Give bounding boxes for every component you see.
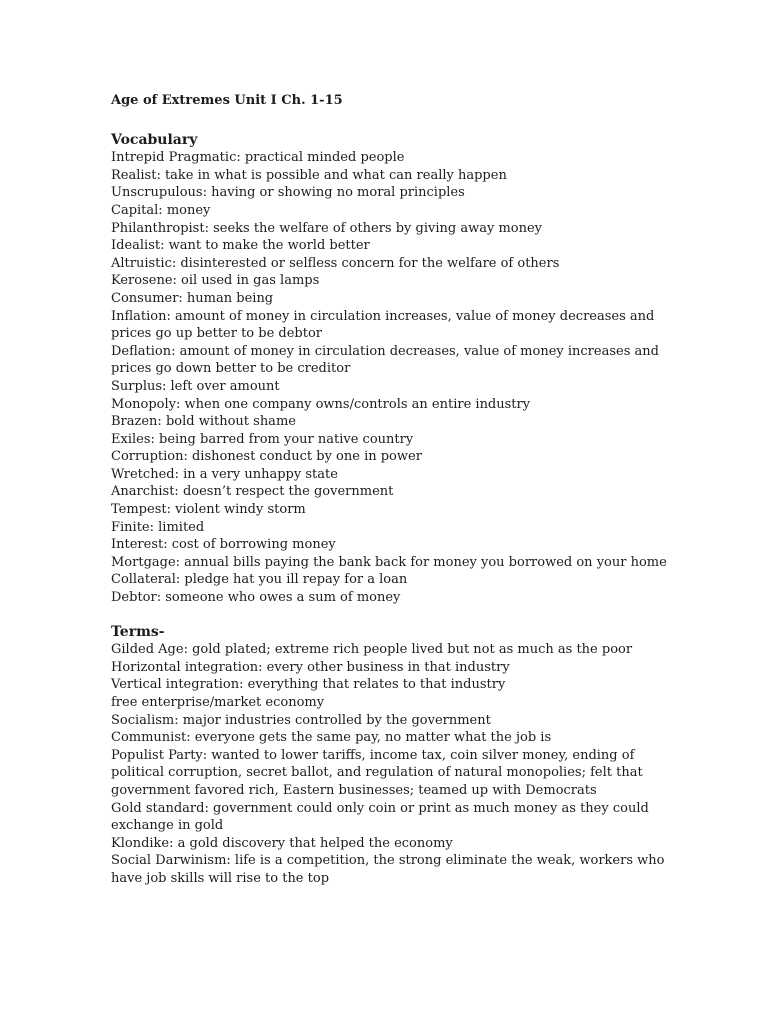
vocabulary-entry-line: Debtor: someone who owes a sum of money [111, 590, 401, 606]
vocabulary-entry-line: Kerosene: oil used in gas lamps [111, 273, 320, 289]
vocabulary-entry-line: Surplus: left over amount [111, 378, 280, 394]
terms-entry-line: Gold standard: government could only coin or print as much money as they could [111, 800, 649, 816]
vocabulary-list [111, 149, 751, 606]
terms-entry-line: Vertical integration: everything that relates to that industry [111, 677, 506, 693]
terms-entry-line: government favored rich, Eastern businesses; teamed up with Democrats [111, 782, 597, 798]
vocabulary-entry-line: Idealist: want to make the world better [111, 238, 370, 254]
terms-entry-line: have job skills will rise to the top [111, 870, 330, 886]
vocabulary-entry-line: Unscrupulous: having or showing no moral principles [111, 185, 465, 201]
terms-entry-line: Socialism: major industries controlled by the government [111, 712, 491, 728]
terms-list [111, 641, 751, 887]
vocabulary-entry-line: Deflation: amount of money in circulation decreases, value of money increases and [111, 343, 659, 359]
vocabulary-entry-line: Brazen: bold without shame [111, 414, 296, 430]
terms-entry-line: political corruption, secret ballot, and regulation of natural monopolies; felt that [111, 765, 643, 781]
vocabulary-entry-line: Monopoly: when one company owns/controls an entire industry [111, 396, 531, 412]
vocabulary-entry-line: Tempest: violent windy storm [111, 502, 306, 518]
vocabulary-entry-line: Realist: take in what is possible and what can really happen [111, 167, 507, 183]
terms-entry-line: Communist: everyone gets the same pay, no matter what the job is [111, 730, 552, 746]
document-title: Age of Extremes Unit I Ch. 1-15 [111, 93, 343, 108]
terms-entry-line: Horizontal integration: every other business in that industry [111, 659, 510, 675]
vocabulary-entry-line: Exiles: being barred from your native country [111, 431, 414, 447]
vocabulary-entry-line: prices go down better to be creditor [111, 361, 351, 377]
terms-entry-line: exchange in gold [111, 818, 224, 834]
vocabulary-entry-line: Philanthropist: seeks the welfare of others by giving away money [111, 220, 543, 236]
vocabulary-entry-line: Interest: cost of borrowing money [111, 537, 336, 553]
document-page [111, 92, 751, 888]
vocabulary-entry-line: Collateral: pledge hat you ill repay for a loan [111, 572, 408, 588]
vocabulary-entry-line: Capital: money [111, 202, 211, 218]
vocabulary-heading: Vocabulary [111, 131, 198, 148]
vocabulary-entry-line: Inflation: amount of money in circulation increases, value of money decreases and [111, 308, 655, 324]
vocabulary-entry-line: Intrepid Pragmatic: practical minded people [111, 150, 405, 166]
terms-entry-line: free enterprise/market economy [111, 695, 325, 710]
vocabulary-entry-line: Wretched: in a very unhappy state [111, 466, 338, 482]
terms-heading: Terms- [111, 623, 165, 640]
vocabulary-entry-line: Consumer: human being [111, 290, 274, 306]
vocabulary-entry-line: Anarchist: doesn’t respect the government [111, 484, 394, 500]
terms-entry-line: Gilded Age: gold plated; extreme rich people lived but not as much as the poor [111, 642, 633, 658]
vocabulary-entry-line: Finite: limited [111, 519, 205, 535]
terms-entry-line: Populist Party: wanted to lower tariffs, income tax, coin silver money, ending of [111, 747, 635, 763]
vocabulary-entry-line: Corruption: dishonest conduct by one in power [111, 449, 422, 465]
vocabulary-entry-line: Altruistic: disinterested or selfless concern for the welfare of others [111, 255, 560, 271]
terms-entry-line: Klondike: a gold discovery that helped the economy [111, 835, 453, 851]
terms-entry-line: Social Darwinism: life is a competition, the strong eliminate the weak, workers who [111, 853, 665, 869]
vocabulary-entry-line: prices go up better to be debtor [111, 326, 323, 342]
vocabulary-entry-line: Mortgage: annual bills paying the bank back for money you borrowed on your home [111, 554, 667, 570]
